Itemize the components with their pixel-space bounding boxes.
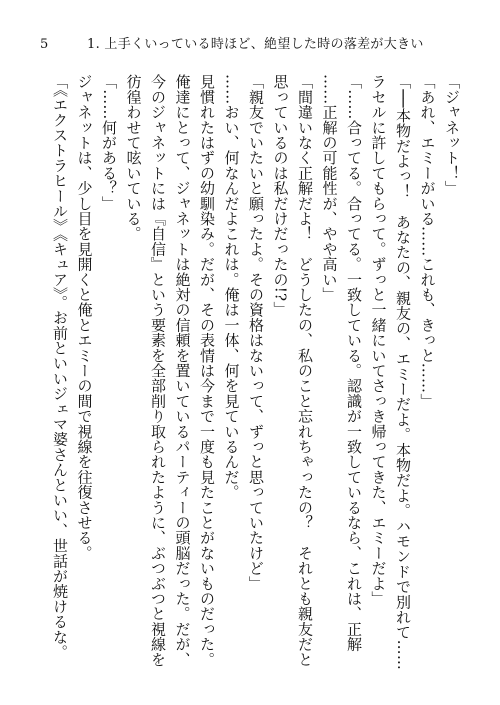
text-line: 「ジャネット！」 (443, 74, 461, 196)
text-line: 俺達にとって、ジャネットは絶対の信頼を置いているパーティーの頭脳だった。だが、 (173, 74, 192, 667)
text-line: 今のジャネットには『自信』という要素を全部削り取られたように、ぶつぶつと視線を (149, 74, 167, 667)
text-line: 「あれ、エミーがいる……これも、きっと……」 (418, 74, 437, 409)
text-line: 「……合ってる。合ってる。一致している。認識が一致しているなら、これは、正解 (345, 74, 363, 652)
text-line: 「親友でいたいと願ったよ。その資格はないって、ずっと思っていたけど」 (247, 74, 265, 591)
text-line: ……正解の可能性が、やや高い」 (320, 74, 339, 302)
text-line: 「《エクストラヒール》《キュア》。お前といいジェマ婆さんといい、世話が焼けるな。 (51, 74, 69, 660)
text-line: 見慣れたはずの幼馴染み。だが、その表情は今まで一度も見たことがないものだった。 (198, 74, 216, 667)
text-line: 彷徨わせて呟いている。 (124, 74, 143, 242)
text-line: 「──本物だよっ！ あなたの、親友の、エミーだよ。本物だよ。ハモンドで別れて…… (394, 74, 412, 671)
page-number: 5 (40, 37, 49, 52)
text-line: 「間違いなく正解だよ！ どうしたの、私のこと忘れちゃったの？ それとも親友だと (296, 74, 314, 667)
text-line: 思っているのは私だけだったの!?」 (271, 74, 290, 317)
text-line: ラセルに許してもらって。ずっと一緒にいてさっき帰ってきた、エミーだよ」 (369, 74, 388, 606)
text-line: 「……何がある？」 (100, 74, 118, 211)
body-text (44, 74, 464, 680)
text-line: ジャネットは、少し目を見開くと俺とエミーの間で視線を往復させる。 (75, 74, 94, 561)
running-head: 1. 上手くいっている時ほど、絶望した時の落差が大きい (87, 37, 424, 52)
text-line: ……おい、何なんだよこれは。俺は一体、何を見ているんだ。 (222, 74, 241, 500)
